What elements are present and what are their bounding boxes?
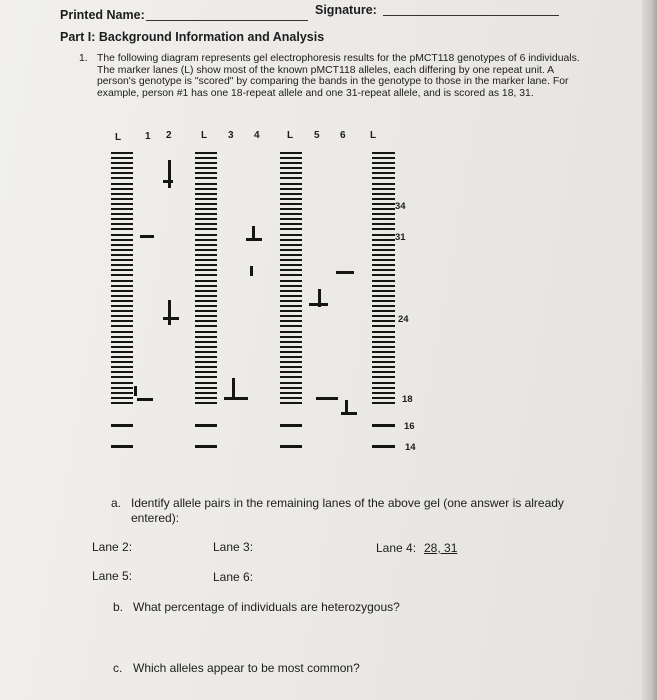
ladder-band (280, 346, 302, 348)
ladder-band (280, 249, 302, 251)
ladder-band (372, 249, 395, 251)
ladder-band (372, 346, 395, 348)
ladder-band (195, 387, 217, 389)
sample-band (341, 412, 357, 415)
ladder-band (372, 280, 395, 282)
ladder-band (280, 295, 302, 297)
ladder-band (195, 254, 217, 256)
ladder-band (111, 341, 133, 343)
ladder-band (280, 325, 302, 327)
ladder-band (372, 445, 395, 448)
ladder-band (280, 397, 302, 399)
ladder-band (111, 183, 133, 185)
ladder-band (111, 402, 133, 404)
ladder-band (372, 167, 395, 169)
ladder-band (372, 264, 395, 266)
ladder-band (372, 239, 395, 241)
ladder-band (280, 269, 302, 271)
ladder-band (195, 183, 217, 185)
ladder-band (280, 315, 302, 317)
ladder-band (372, 402, 395, 404)
lane-4-answer: 28, 31 (424, 541, 458, 555)
ladder-band (280, 280, 302, 282)
ladder-band (195, 234, 217, 236)
question-b-text: What percentage of individuals are heterozygous? (133, 600, 400, 614)
ladder-band (372, 198, 395, 200)
ladder-band (195, 162, 217, 164)
ladder-band (372, 228, 395, 230)
ladder-band (280, 402, 302, 404)
ladder-band (372, 351, 395, 353)
sample-band (336, 271, 354, 274)
ladder-band (111, 280, 133, 282)
ladder-band (372, 274, 395, 276)
ladder-band (111, 239, 133, 241)
ladder-band (280, 218, 302, 220)
ladder-band (195, 249, 217, 251)
ladder-band (280, 264, 302, 266)
ladder-band (372, 310, 395, 312)
ladder-band (372, 157, 395, 159)
ladder-band (111, 295, 133, 297)
ladder-band (111, 445, 133, 448)
ladder-band (372, 290, 395, 292)
ladder-band (372, 223, 395, 225)
ladder-band (280, 259, 302, 261)
ladder-band (195, 356, 217, 358)
ladder-band (280, 172, 302, 174)
ladder-band (280, 290, 302, 292)
signature-label: Signature: (315, 3, 377, 17)
ladder-band (111, 254, 133, 256)
ladder-band (280, 223, 302, 225)
ladder-band (195, 376, 217, 378)
ladder-band (195, 223, 217, 225)
ladder-band (372, 213, 395, 215)
ladder-band (111, 177, 133, 179)
ladder-band (280, 177, 302, 179)
ladder-band (195, 208, 217, 210)
ladder-band (372, 382, 395, 384)
ladder-band (372, 320, 395, 322)
ladder-band (111, 152, 133, 154)
ladder-band (111, 259, 133, 261)
printed-name-label: Printed Name: (60, 8, 145, 22)
ladder-band (195, 198, 217, 200)
ladder-band (111, 346, 133, 348)
ladder-band (195, 392, 217, 394)
lane-3-label: Lane 3: (213, 540, 254, 554)
ladder-band (195, 325, 217, 327)
ladder-band (280, 198, 302, 200)
ladder-band (195, 346, 217, 348)
question-c-label: c. (113, 661, 123, 675)
ladder-band (111, 244, 133, 246)
ladder-band (111, 310, 133, 312)
sample-band (168, 160, 171, 188)
ladder-band (195, 295, 217, 297)
lane-label: 1 (145, 131, 151, 142)
ladder-band (195, 213, 217, 215)
sample-band (168, 300, 171, 325)
ladder-band (195, 402, 217, 404)
lane-2-label: Lane 2: (92, 540, 133, 554)
size-label: 34 (395, 201, 406, 212)
sample-band (134, 386, 137, 396)
ladder-band (195, 203, 217, 205)
ladder-band (280, 392, 302, 394)
ladder-band (280, 162, 302, 164)
ladder-band (195, 218, 217, 220)
ladder-band (280, 208, 302, 210)
sample-band (224, 397, 248, 400)
ladder-band (280, 336, 302, 338)
ladder-band (111, 387, 133, 389)
size-label: 18 (402, 394, 413, 405)
ladder-band (111, 361, 133, 363)
ladder-band (372, 254, 395, 256)
ladder-band (372, 259, 395, 261)
ladder-band (280, 213, 302, 215)
ladder-band (111, 331, 133, 333)
ladder-band (372, 183, 395, 185)
ladder-band (195, 371, 217, 373)
ladder-band (372, 203, 395, 205)
question-a-label: a. (111, 496, 122, 510)
ladder-band (280, 183, 302, 185)
ladder-band (195, 300, 217, 302)
ladder-band (372, 244, 395, 246)
ladder-band (280, 361, 302, 363)
ladder-band (372, 356, 395, 358)
ladder-band (195, 424, 217, 427)
lane-label: L (287, 130, 294, 141)
question-b-label: b. (113, 600, 124, 614)
ladder-band (280, 239, 302, 241)
ladder-band (280, 366, 302, 368)
ladder-band (372, 305, 395, 307)
ladder-band (280, 445, 302, 448)
ladder-band (372, 162, 395, 164)
question-number: 1. (79, 53, 88, 64)
ladder-band (111, 382, 133, 384)
ladder-band (195, 315, 217, 317)
ladder-band (195, 244, 217, 246)
lane-label: 2 (166, 130, 172, 141)
ladder-band (372, 371, 395, 373)
ladder-band (111, 274, 133, 276)
ladder-band (372, 397, 395, 399)
ladder-band (280, 310, 302, 312)
ladder-band (280, 300, 302, 302)
ladder-band (372, 172, 395, 174)
ladder-band (372, 392, 395, 394)
ladder-band (280, 152, 302, 154)
ladder-band (372, 177, 395, 179)
ladder-band (111, 392, 133, 394)
ladder-band (195, 228, 217, 230)
ladder-band (372, 361, 395, 363)
sample-band (163, 317, 179, 320)
ladder-band (280, 320, 302, 322)
size-label: 16 (404, 421, 415, 432)
ladder-band (280, 274, 302, 276)
ladder-band (372, 424, 395, 427)
ladder-band (280, 188, 302, 190)
ladder-band (195, 193, 217, 195)
ladder-band (280, 424, 302, 427)
size-label: 24 (398, 314, 409, 325)
sample-band (137, 398, 153, 401)
ladder-band (111, 305, 133, 307)
ladder-band (111, 366, 133, 368)
ladder-band (372, 341, 395, 343)
ladder-band (195, 320, 217, 322)
ladder-band (195, 331, 217, 333)
ladder-band (372, 285, 395, 287)
ladder-band (195, 259, 217, 261)
ladder-band (280, 371, 302, 373)
ladder-band (372, 387, 395, 389)
size-label: 31 (395, 232, 406, 243)
ladder-band (372, 234, 395, 236)
lane-5-label: Lane 5: (92, 569, 133, 583)
ladder-band (111, 203, 133, 205)
lane-label: L (115, 132, 122, 143)
ladder-band (280, 244, 302, 246)
ladder-band (195, 188, 217, 190)
ladder-band (372, 325, 395, 327)
ladder-band (111, 290, 133, 292)
ladder-band (372, 315, 395, 317)
sample-band (250, 266, 253, 276)
ladder-band (372, 376, 395, 378)
ladder-band (372, 188, 395, 190)
ladder-band (111, 162, 133, 164)
ladder-band (111, 198, 133, 200)
ladder-band (195, 382, 217, 384)
ladder-band (111, 371, 133, 373)
ladder-band (372, 193, 395, 195)
ladder-band (111, 218, 133, 220)
ladder-band (280, 193, 302, 195)
ladder-band (195, 361, 217, 363)
ladder-band (111, 223, 133, 225)
ladder-band (280, 228, 302, 230)
ladder-band (111, 264, 133, 266)
ladder-band (280, 203, 302, 205)
ladder-band (372, 218, 395, 220)
ladder-band (111, 234, 133, 236)
ladder-band (195, 366, 217, 368)
ladder-band (195, 305, 217, 307)
ladder-band (111, 397, 133, 399)
ladder-band (372, 208, 395, 210)
lane-6-label: Lane 6: (213, 570, 254, 584)
question-c-text: Which alleles appear to be most common? (133, 661, 360, 675)
question-a-text: Identify allele pairs in the remaining lanes of the above gel (one answer is already entered): (131, 496, 564, 525)
ladder-band (111, 424, 133, 427)
ladder-band (195, 397, 217, 399)
ladder-band (111, 315, 133, 317)
ladder-band (372, 331, 395, 333)
lane-label: 3 (228, 130, 234, 141)
ladder-band (195, 269, 217, 271)
ladder-band (111, 300, 133, 302)
ladder-band (280, 305, 302, 307)
ladder-band (111, 269, 133, 271)
ladder-band (280, 157, 302, 159)
ladder-band (195, 310, 217, 312)
ladder-band (195, 157, 217, 159)
ladder-band (280, 356, 302, 358)
ladder-band (111, 285, 133, 287)
ladder-band (280, 254, 302, 256)
ladder-band (195, 351, 217, 353)
ladder-band (111, 208, 133, 210)
ladder-band (195, 290, 217, 292)
ladder-band (111, 213, 133, 215)
ladder-band (280, 351, 302, 353)
ladder-band (195, 274, 217, 276)
ladder-band (195, 167, 217, 169)
ladder-band (195, 172, 217, 174)
ladder-band (195, 152, 217, 154)
sample-band (140, 235, 154, 238)
ladder-band (280, 285, 302, 287)
ladder-band (280, 331, 302, 333)
ladder-band (372, 336, 395, 338)
ladder-band (372, 295, 395, 297)
ladder-band (195, 336, 217, 338)
ladder-band (372, 269, 395, 271)
lane-label: 5 (314, 130, 320, 141)
lane-label: L (201, 130, 208, 141)
lane-4-label: Lane 4: (376, 541, 417, 555)
question-text: The following diagram represents gel electrophoresis results for the pMCT118 genotypes of 6 individuals. The marker lanes (L) show most of the known pMCT118 alleles, each differing by one repeat unit. A person's genotype is "scored" by comparing the bands in the genotype to those in the marker lane. For example, person #1 has one 18-repeat allele and one 31-repeat allele, and is scored as 18, 31. (97, 53, 580, 99)
lane-label: L (370, 130, 377, 141)
ladder-band (280, 341, 302, 343)
ladder-band (111, 167, 133, 169)
lane-label: 4 (254, 130, 260, 141)
ladder-band (111, 351, 133, 353)
sample-band (232, 378, 235, 400)
ladder-band (111, 193, 133, 195)
ladder-band (280, 167, 302, 169)
ladder-band (111, 320, 133, 322)
ladder-band (111, 356, 133, 358)
sample-band (316, 397, 338, 400)
sample-band (252, 226, 255, 241)
ladder-band (280, 234, 302, 236)
ladder-band (111, 228, 133, 230)
ladder-band (280, 376, 302, 378)
ladder-band (111, 249, 133, 251)
ladder-band (195, 445, 217, 448)
ladder-band (280, 382, 302, 384)
ladder-band (195, 285, 217, 287)
ladder-band (372, 366, 395, 368)
sample-band (318, 289, 321, 307)
ladder-band (111, 172, 133, 174)
ladder-band (111, 157, 133, 159)
size-label: 14 (405, 442, 416, 453)
ladder-band (195, 280, 217, 282)
ladder-band (195, 177, 217, 179)
ladder-band (195, 264, 217, 266)
lane-label: 6 (340, 130, 346, 141)
ladder-band (195, 341, 217, 343)
ladder-band (372, 300, 395, 302)
ladder-band (280, 387, 302, 389)
ladder-band (111, 188, 133, 190)
ladder-band (111, 376, 133, 378)
ladder-band (111, 336, 133, 338)
part-title: Part I: Background Information and Analysis (60, 30, 325, 44)
ladder-band (195, 239, 217, 241)
ladder-band (111, 325, 133, 327)
ladder-band (372, 152, 395, 154)
